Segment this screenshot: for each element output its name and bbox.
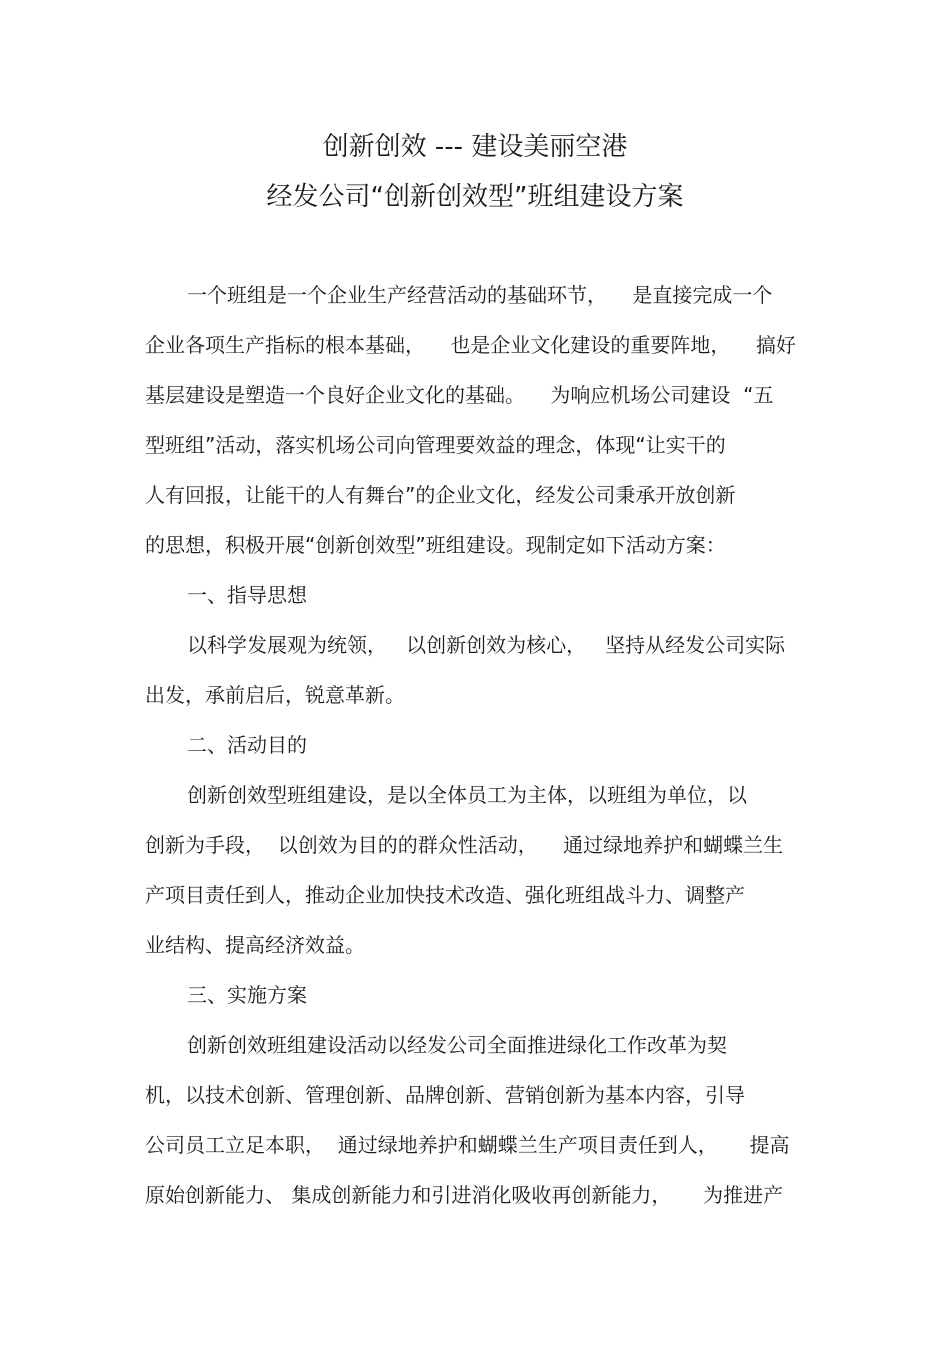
paragraph-line: 产项目责任到人，推动企业加快技术改造、强化班组战斗力、调整产 xyxy=(145,883,745,907)
paragraph-line: 业结构、提高经济效益。 xyxy=(145,933,365,957)
paragraph-line: 的思想，积极开展“创新创效型”班组建设。现制定如下活动方案： xyxy=(145,533,726,557)
paragraph-line: 公司员工立足本职， 通过绿地养护和蝴蝶兰生产项目责任到人， 提高 xyxy=(145,1133,790,1157)
paragraph-line: 型班组”活动，落实机场公司向管理要效益的理念，体现“让实干的 xyxy=(145,433,726,457)
paragraph-line: 创新为手段， 以创效为目的的群众性活动， 通过绿地养护和蝴蝶兰生 xyxy=(145,833,784,857)
paragraph-line: 基层建设是塑造一个良好企业文化的基础。 为响应机场公司建设 “五 xyxy=(145,383,774,407)
paragraph-line: 原始创新能力、 集成创新能力和引进消化吸收再创新能力， 为推进产 xyxy=(145,1183,784,1207)
paragraph-line: 企业各项生产指标的根本基础， 也是企业文化建设的重要阵地， 搞好 xyxy=(145,333,796,357)
document-title: 创新创效 --- 建设美丽空港 xyxy=(322,132,628,162)
paragraph-line: 出发，承前启后，锐意革新。 xyxy=(145,683,405,707)
paragraph-line: 创新创效型班组建设，是以全体员工为主体，以班组为单位，以 xyxy=(187,783,747,807)
paragraph-line: 人有回报，让能干的人有舞台”的企业文化，经发公司秉承开放创新 xyxy=(145,483,736,507)
paragraph-line: 以科学发展观为统领， 以创新创效为核心， 坚持从经发公司实际 xyxy=(187,633,786,657)
section-heading: 二、活动目的 xyxy=(187,733,307,757)
section-heading: 一、指导思想 xyxy=(187,583,307,607)
section-heading: 三、实施方案 xyxy=(187,983,307,1007)
document-subtitle: 经发公司“创新创效型”班组建设方案 xyxy=(266,182,684,212)
paragraph-line: 创新创效班组建设活动以经发公司全面推进绿化工作改革为契 xyxy=(187,1033,727,1057)
paragraph-line: 机，以技术创新、管理创新、品牌创新、营销创新为基本内容，引导 xyxy=(145,1083,745,1107)
paragraph-line: 一个班组是一个企业生产经营活动的基础环节， 是直接完成一个 xyxy=(187,283,773,307)
